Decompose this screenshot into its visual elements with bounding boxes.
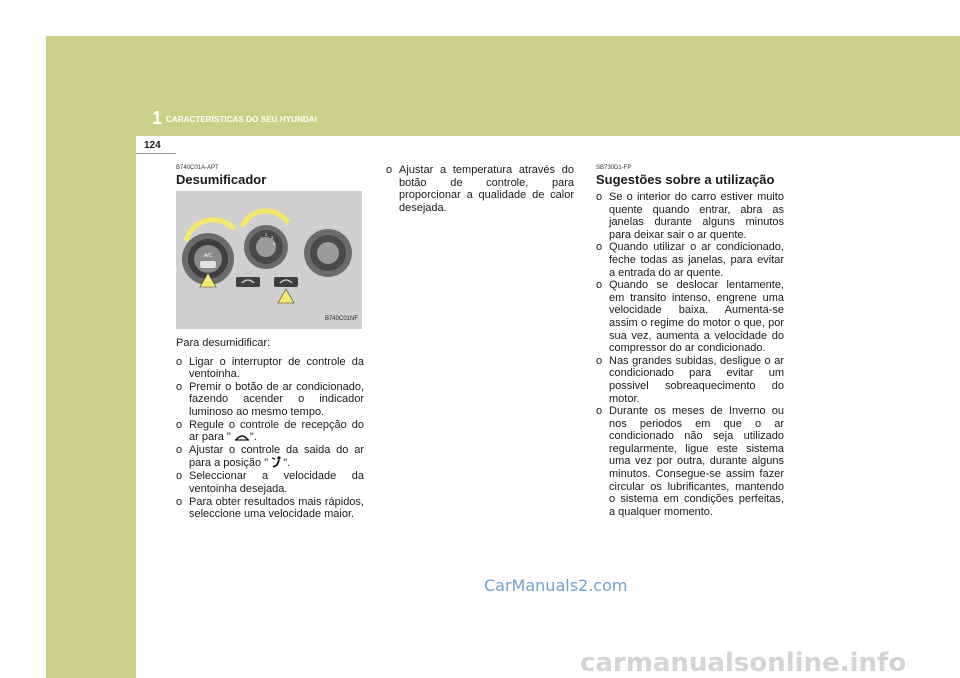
list-item: o Ligar o interruptor de controle da ventoinha. — [176, 355, 364, 381]
page-number-rule — [136, 153, 176, 154]
figure-label: B740C01NF — [324, 316, 358, 323]
section-title: Sugestões sobre a utilização — [596, 172, 775, 187]
recirculation-symbol-icon — [234, 433, 250, 442]
list-item: o Ajustar a temperatura através do botão de controle, para proporcionar a qualidade de calor desejada. — [386, 164, 574, 214]
chapter-title: CARACTERÍSTICAS DO SEU HYUNDAI — [166, 115, 318, 124]
left-margin-band — [46, 136, 136, 678]
ac-button — [200, 261, 216, 268]
climate-control-figure — [176, 191, 362, 329]
dial-num-4: 4 — [273, 241, 276, 246]
climate-panel-illustration — [176, 191, 362, 329]
list-item: o Durante os meses de Inverno ou nos periodos em que o ar condicionado não seja utilizado regularmente, ligue este sistema uma vez por outra, durante alguns minutos. Consegue-se assim fazer circular os lubrificantes, mantendo o sistema em condições perfeitas, a qualquer momento. — [596, 405, 784, 518]
temperature-steps — [386, 164, 574, 214]
usage-tips — [596, 191, 784, 518]
intro-text: Para desumidificar: — [176, 337, 271, 349]
list-item: o Nas grandes subidas, desligue o ar condicionado para evitar um possivel sobreaquecimento do motor. — [596, 354, 784, 405]
dial-num-3: 3 — [271, 235, 274, 240]
list-item: o Para obter resultados mais rápidos, seleccione uma velocidade maior. — [176, 495, 364, 521]
carmanuals2-watermark[interactable]: CarManuals2.com — [484, 576, 628, 595]
defrost-floor-symbol-icon — [271, 456, 283, 470]
section-title: Desumificador — [176, 172, 267, 187]
recirc-button — [274, 277, 298, 287]
ac-label: A/C — [203, 253, 213, 259]
list-item: o Quando se deslocar lentamente, em transito intenso, engrene uma velocidade baixa. Aumenta-se assim o regime do motor o que, por sua vez, aumenta a velocidade do compressor do ar condicionado. — [596, 279, 784, 355]
list-item: o Ajustar o controle da saida do ar para a posição " ". — [176, 443, 364, 470]
right-column — [596, 164, 784, 518]
middle-column — [386, 164, 574, 214]
mode-dial-knob — [317, 242, 339, 264]
chapter-number: 1 — [152, 108, 163, 128]
page-number: 124 — [144, 140, 161, 151]
section-code: B740C01A-APT — [176, 165, 219, 171]
list-item: o Se o interior do carro estiver muito quente quando entrar, abra as janelas durante alguns minutos para deixar sair o ar quente. — [596, 191, 784, 241]
list-item: o Quando utilizar o ar condicionado, feche todas as janelas, para evitar a entrada do ar quente. — [596, 241, 784, 279]
dial-num-2: 2 — [265, 232, 268, 237]
list-item: o Seleccionar a velocidade da ventoinha desejada. — [176, 470, 364, 495]
fresh-air-button — [236, 277, 260, 287]
dehumidify-steps — [176, 356, 364, 521]
temp-curve-arrow — [242, 211, 288, 227]
dial-num-1: 1 — [260, 235, 263, 240]
carmanualsonline-watermark: carmanualsonline.info — [580, 648, 907, 678]
left-column — [176, 164, 364, 521]
list-item: o Regule o controle de recepção do ar para " ". — [176, 418, 364, 444]
temp-dial-knob — [256, 237, 276, 257]
recirc-pointer-arrow — [278, 289, 294, 303]
section-code: SB730D1-FP — [596, 165, 632, 171]
fan-dial-knob — [194, 245, 222, 273]
list-item: o Premir o botão de ar condicionado, fazendo acender o indicador luminoso ao mesmo tempo. — [176, 380, 364, 418]
